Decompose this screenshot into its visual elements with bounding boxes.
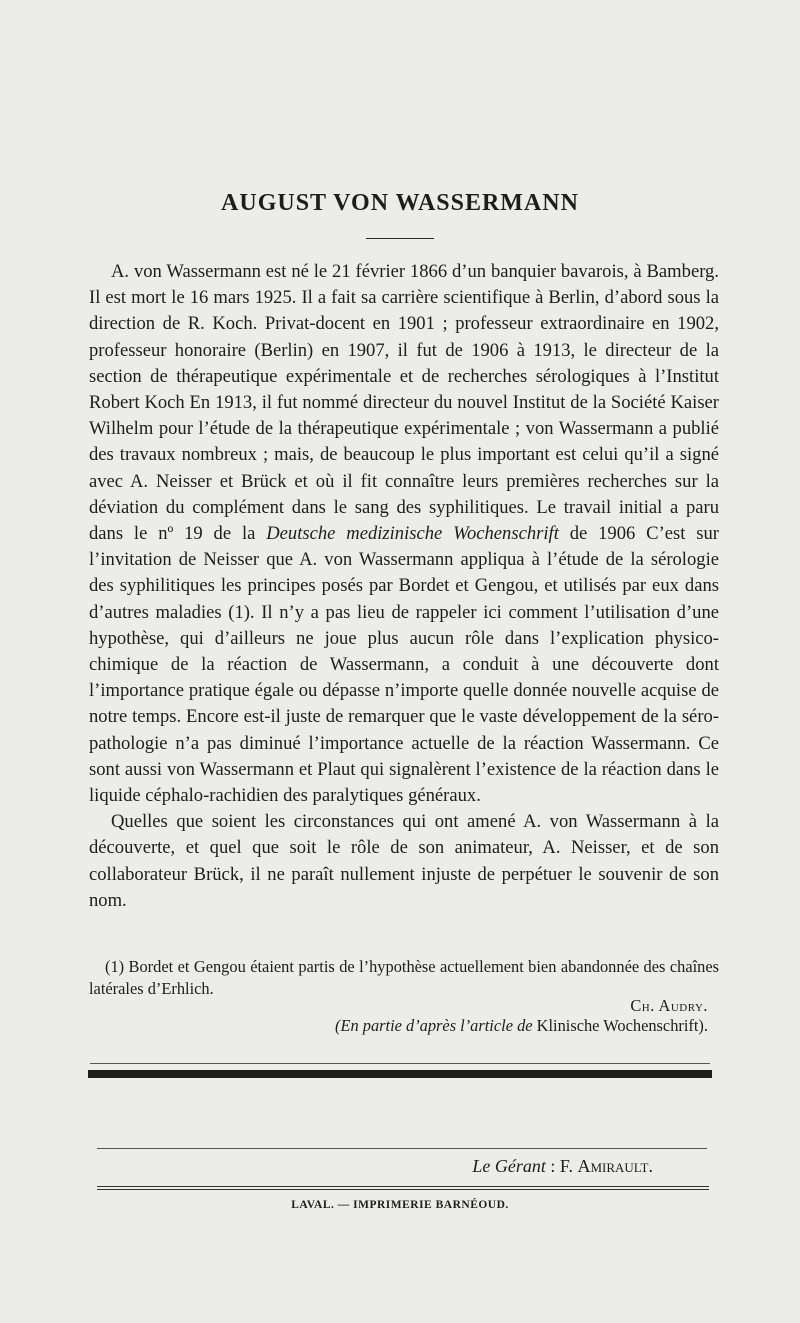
source-italic: (En partie d’après l’article de <box>334 1016 533 1035</box>
divider-double <box>97 1186 709 1190</box>
footnote-text: (1) Bordet et Gengou étaient partis de l’hypothèse actuellement bien abandonnée des chaînes latérales d’Erhlich. <box>89 957 719 998</box>
journal-title: Deutsche medizinische Wochenschrift <box>266 523 559 545</box>
paragraph-1 <box>89 259 719 809</box>
gerant-name: Amirault. <box>577 1156 653 1176</box>
divider-thick <box>88 1070 712 1078</box>
article-title: AUGUST VON WASSERMANN <box>221 190 579 216</box>
article-body <box>89 259 719 914</box>
title-divider <box>366 238 434 239</box>
printer-imprint: LAVAL. — IMPRIMERIE BARNÉOUD. <box>291 1199 509 1211</box>
divider-thin-top <box>90 1063 710 1064</box>
divider-thin-bottom <box>97 1148 707 1149</box>
paragraph-1-part-1: A. von Wassermann est né le 21 février 1866 d’un banquier bavarois, à Bamberg. Il est mort le 16 mars 1925. Il a fait sa carrière scientifique à Berlin, d’abord sous la direction de R. Koch. Privat-docent en 1901 ; professeur extraordinaire en 1902, professeur honoraire (Berlin) en 1907, il fut de 1906 à 1913, le directeur de la section de thérapeutique expérimentale et de recherches sérologiques à l’Institut Robert Koch En 1913, il fut nommé directeur du nouvel Institut de la Société Kaiser Wilhelm pour l’étude de la thérapeutique expérimentale ; von Wassermann a publié des travaux nombreux ; mais, de beaucoup le plus important est celui qu’il a signé avec A. Neisser et Brück et où il fit connaître leurs premières recherches sur la déviation du complément dans le sang des syphilitiques. Le travail initial a paru dans le nº 19 de la <box>89 261 719 545</box>
footnote <box>89 956 719 1000</box>
source-note <box>335 1016 708 1036</box>
paragraph-1-part-2: de 1906 C’est sur l’invitation de Neisser que A. von Wassermann appliqua à l’étude de la sérologie des syphilitiques les principes posés par Bordet et Gengou, et utilisés par eux dans d’autres maladies (1). Il n’y a pas lieu de rappeler ici comment l’utilisation d’une hypothèse, qui d’ailleurs ne joue plus aucun rôle dans l’explication physico-chimique de la réaction de Wassermann, a conduit à une découverte dont l’importance pratique égale ou dépasse n’importe quelle donnée nouvelle acquise de notre temps. Encore est-il juste de remarquer que le vaste développement de la séro-pathologie n’a pas diminué l’importance actuelle de la réaction Wassermann. Ce sont aussi von Wassermann et Plaut qui signalèrent l’existence de la réaction dans le liquide céphalo-rachidien des paralytiques généraux. <box>89 523 719 807</box>
gerant-label: Le Gérant <box>472 1156 546 1176</box>
gerant-line <box>472 1156 653 1177</box>
author-signature: Ch. Audry. <box>630 996 708 1015</box>
source-journal: Klinische Wochenschrift). <box>532 1016 708 1035</box>
paragraph-2: Quelles que soient les circonstances qui ont amené A. von Wassermann à la découverte, et quel que soit le rôle de son animateur, A. Neisser, et de son collaborateur Brück, il ne paraît nullement injuste de perpétuer le souvenir de son nom. <box>89 811 719 911</box>
gerant-sep: : F. <box>545 1156 578 1176</box>
